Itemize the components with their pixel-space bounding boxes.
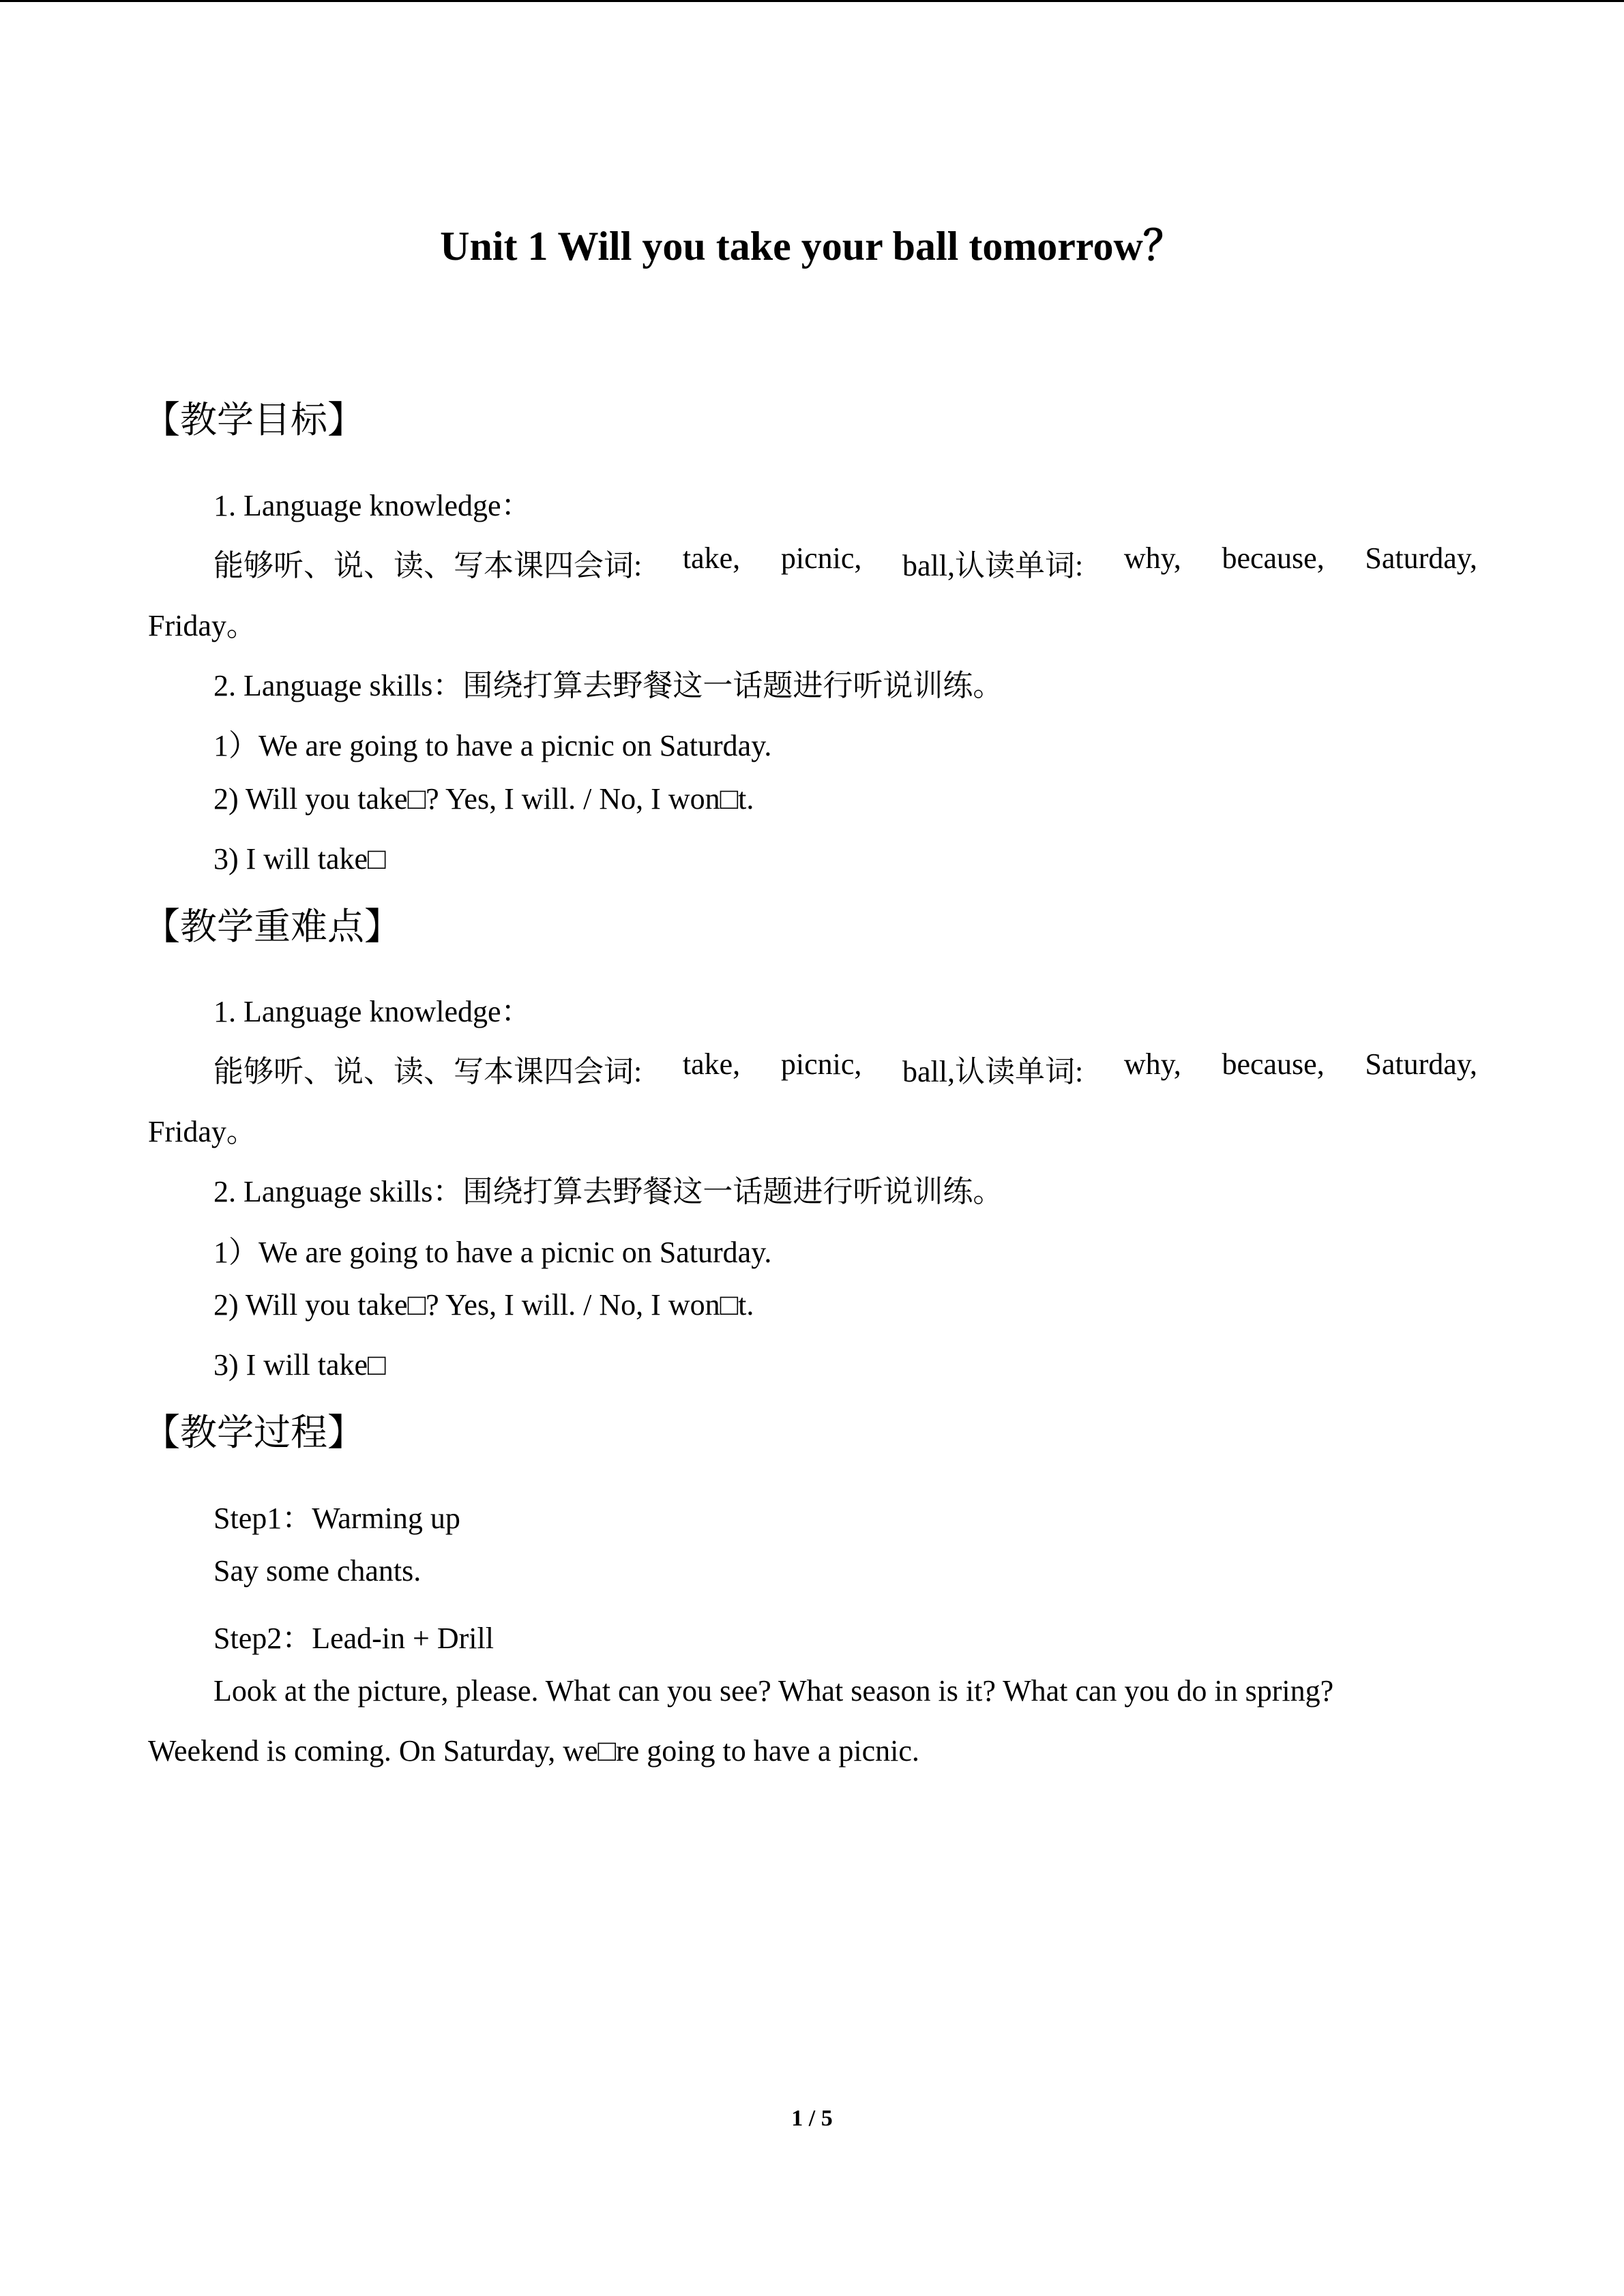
paragraph-line: Step2：Lead-in + Drill (213, 1622, 494, 1655)
paragraph-word: picnic, (780, 541, 862, 575)
paragraph-word: Saturday, (1365, 1047, 1477, 1081)
paragraph-word: Saturday, (1365, 541, 1477, 575)
section-heading-key-points: 【教学重难点】 (143, 905, 401, 948)
paragraph-word: because, (1222, 1047, 1325, 1081)
paragraph-line: 1. Language knowledge： (213, 995, 531, 1028)
document-title: Unit 1 Will you take your ball tomorrow？ (440, 224, 1184, 269)
paragraph-word: ball,认读单词: (902, 1055, 1084, 1088)
paragraph-line: 2. Language skills：围绕打算去野餐这一话题进行听说训练。 (213, 1175, 1003, 1208)
paragraph-word: 能够听、说、读、写本课四会词: (213, 549, 643, 582)
paragraph-line: 3) I will take□ (213, 842, 386, 876)
page-number: 1 / 5 (791, 2106, 833, 2131)
paragraph-line: 2) Will you take□? Yes, I will. / No, I won□t. (213, 1288, 754, 1322)
paragraph-line: 3) I will take□ (213, 1348, 386, 1382)
section-heading-objectives: 【教学目标】 (143, 398, 364, 441)
paragraph-word: why, (1123, 1047, 1181, 1081)
paragraph-line: Step1：Warming up (213, 1502, 460, 1535)
paragraph-word: take, (682, 541, 741, 575)
paragraph-line: Say some chants. (213, 1554, 422, 1587)
paragraph-word: 能够听、说、读、写本课四会词: (213, 1055, 643, 1088)
paragraph-line: 1. Language knowledge： (213, 489, 531, 522)
paragraph-line: Friday。 (148, 609, 256, 642)
paragraph-line: 1）We are going to have a picnic on Saturday. (213, 729, 772, 762)
paragraph-line-justified (213, 541, 1477, 584)
paragraph-line-justified (213, 1047, 1477, 1090)
paragraph-word: ball,认读单词: (902, 549, 1084, 582)
paragraph-line: Friday。 (148, 1115, 256, 1148)
paragraph-line: 2) Will you take□? Yes, I will. / No, I won□t. (213, 782, 754, 816)
paragraph-line: 2. Language skills：围绕打算去野餐这一话题进行听说训练。 (213, 669, 1003, 702)
section-heading-process: 【教学过程】 (143, 1411, 364, 1454)
paragraph-word: picnic, (780, 1047, 862, 1081)
paragraph-line: Weekend is coming. On Saturday, we□re going to have a picnic. (148, 1734, 919, 1768)
paragraph-word: because, (1222, 541, 1325, 575)
paragraph-word: take, (682, 1047, 741, 1081)
paragraph-line: Look at the picture, please. What can you see? What season is it? What can you do in spring? (213, 1674, 1334, 1708)
paragraph-line: 1）We are going to have a picnic on Saturday. (213, 1236, 772, 1269)
paragraph-word: why, (1123, 541, 1181, 575)
